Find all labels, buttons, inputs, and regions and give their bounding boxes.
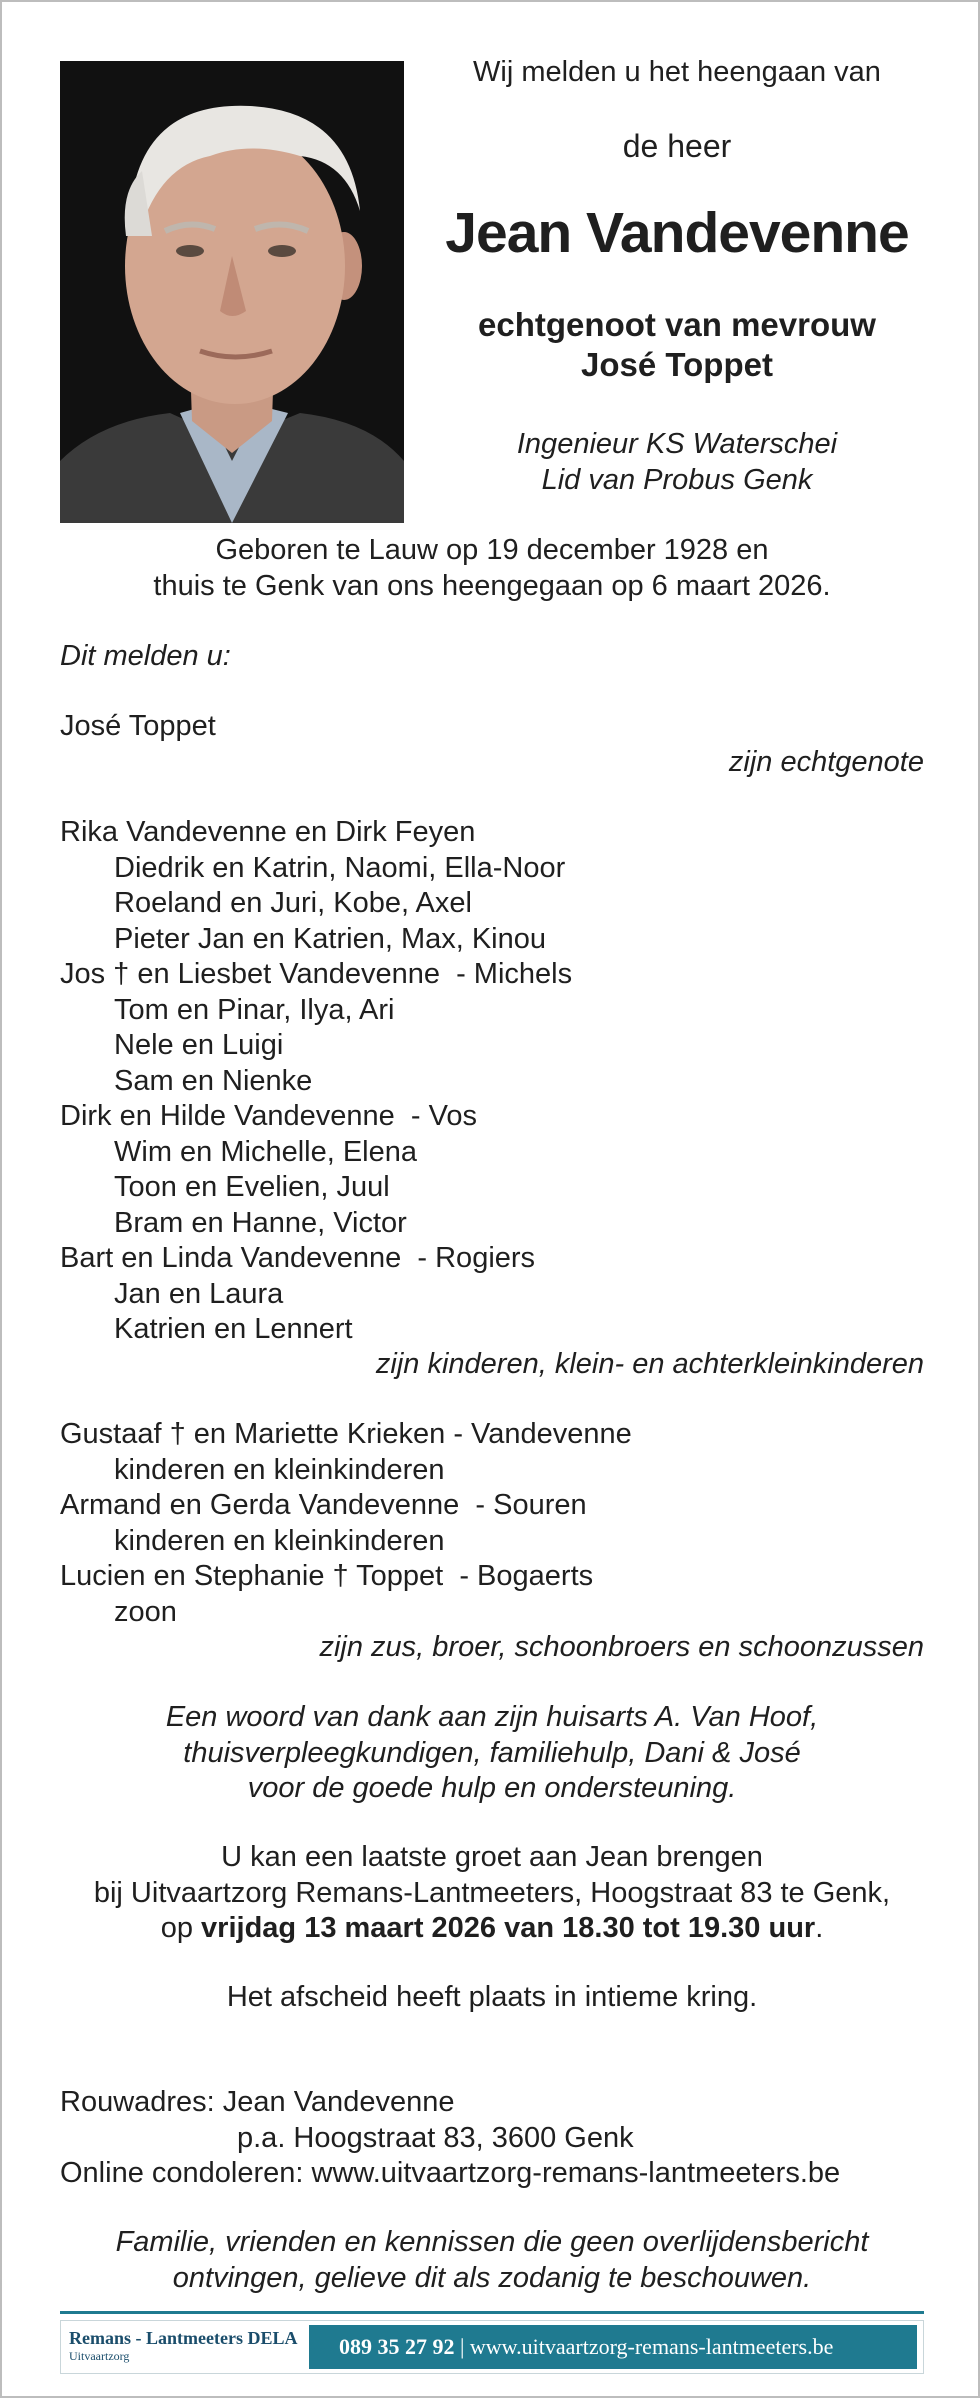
spouse-heading-line2: José Toppet — [581, 346, 773, 383]
spouse-name: José Toppet — [60, 710, 216, 742]
spouse-heading — [427, 305, 927, 385]
deceased-name: Jean Vandevenne — [445, 201, 909, 265]
spouse-heading-line1: echtgenoot van mevrouw — [478, 306, 876, 343]
thanks-text — [60, 1700, 924, 1807]
birth-line2: thuis te Genk van ons heengegaan op 6 maart 2026. — [153, 569, 831, 602]
children-item: Jos † en Liesbet Vandevenne - Michels — [60, 958, 573, 990]
birth-info — [60, 533, 924, 604]
siblings-item: Lucien en Stephanie † Toppet - Bogaerts — [60, 1560, 594, 1592]
closing-text — [60, 2225, 924, 2296]
children-item: Tom en Pinar, Ilya, Ari — [114, 993, 395, 1026]
children-item: Sam en Nienke — [114, 1064, 313, 1097]
titles — [427, 426, 927, 498]
visit-info — [60, 1840, 924, 1947]
siblings-item: Gustaaf † en Mariette Krieken - Vandevenne — [60, 1418, 632, 1450]
siblings-item: zoon — [114, 1595, 177, 1628]
children-item: Diedrik en Katrin, Naomi, Ella-Noor — [114, 851, 566, 884]
siblings-item: kinderen en kleinkinderen — [114, 1453, 445, 1486]
visit-line3-prefix: op — [160, 1912, 202, 1944]
birth-line1: Geboren te Lauw op 19 december 1928 en — [215, 534, 769, 566]
children-item: Roeland en Juri, Kobe, Axel — [114, 887, 472, 919]
title-line2: Lid van Probus Genk — [541, 464, 813, 496]
address-block — [60, 2085, 924, 2192]
closing-line2: ontvingen, gelieve dit als zodanig te beschouwen. — [172, 2261, 812, 2294]
visit-line1: U kan een laatste groet aan Jean brengen — [221, 1841, 763, 1873]
siblings-list — [60, 1417, 924, 1630]
announce-text: Dit melden u: — [60, 640, 231, 672]
children-role: zijn kinderen, klein- en achterkleinkinderen — [375, 1348, 924, 1380]
visit-line2: bij Uitvaartzorg Remans-Lantmeeters, Hoogstraat 83 te Genk, — [93, 1876, 891, 1909]
contact-separator: | — [460, 2334, 465, 2359]
funeral-home-footer — [60, 2320, 924, 2374]
portrait-photo — [60, 61, 404, 523]
funeral-home-logo — [69, 2327, 299, 2371]
contact-bar — [309, 2325, 917, 2369]
visit-line3-suffix: . — [815, 1912, 824, 1944]
closing-line1: Familie, vrienden en kennissen die geen overlijdensbericht — [115, 2226, 869, 2258]
farewell-text: Het afscheid heeft plaats in intieme kring. — [226, 1981, 758, 2013]
children-item: Wim en Michelle, Elena — [114, 1135, 417, 1168]
children-item: Rika Vandevenne en Dirk Feyen — [60, 816, 476, 848]
portrait-image — [60, 61, 404, 523]
address-line1: Rouwadres: Jean Vandevenne — [60, 2086, 455, 2118]
children-item: Bram en Hanne, Victor — [114, 1206, 407, 1239]
children-item: Bart en Linda Vandevenne - Rogiers — [60, 1242, 536, 1274]
children-item: Pieter Jan en Katrien, Max, Kinou — [114, 922, 547, 955]
address-line2: p.a. Hoogstraat 83, 3600 Genk — [237, 2121, 634, 2154]
children-item: Toon en Evelien, Juul — [114, 1171, 390, 1203]
siblings-item: Armand en Gerda Vandevenne - Souren — [60, 1489, 587, 1521]
visit-line3 — [60, 1911, 924, 1947]
siblings-item: kinderen en kleinkinderen — [114, 1524, 445, 1557]
thanks-line1: Een woord van dank aan zijn huisarts A. Van Hoof, — [165, 1701, 819, 1733]
children-item: Jan en Laura — [114, 1277, 284, 1310]
website-link[interactable]: www.uitvaartzorg-remans-lantmeeters.be — [469, 2334, 834, 2359]
visit-datetime: vrijdag 13 maart 2026 van 18.30 tot 19.30 uur — [201, 1912, 816, 1944]
thanks-line3: voor de goede hulp en ondersteuning. — [247, 1772, 737, 1804]
children-list — [60, 815, 924, 1348]
siblings-role: zijn zus, broer, schoonbroers en schoonzussen — [319, 1631, 924, 1663]
condolence-link[interactable]: Online condoleren: www.uitvaartzorg-remans-lantmeeters.be — [60, 2157, 841, 2189]
title-line1: Ingenieur KS Waterschei — [516, 428, 838, 460]
children-item: Katrien en Lennert — [114, 1313, 353, 1345]
phone-number[interactable]: 089 35 27 92 — [339, 2334, 455, 2359]
thanks-line2: thuisverpleegkundigen, familiehulp, Dani & José — [183, 1736, 801, 1769]
footer-divider — [60, 2311, 924, 2314]
logo-main-text: Remans - Lantmeeters DELA — [69, 2328, 298, 2348]
logo-sub-text: Uitvaartzorg — [69, 2349, 130, 2363]
children-item: Nele en Luigi — [114, 1029, 284, 1061]
honorific-text: de heer — [622, 128, 732, 164]
spouse-role: zijn echtgenote — [728, 746, 924, 778]
children-item: Dirk en Hilde Vandevenne - Vos — [60, 1100, 477, 1132]
intro-text: Wij melden u het heengaan van — [473, 56, 881, 88]
